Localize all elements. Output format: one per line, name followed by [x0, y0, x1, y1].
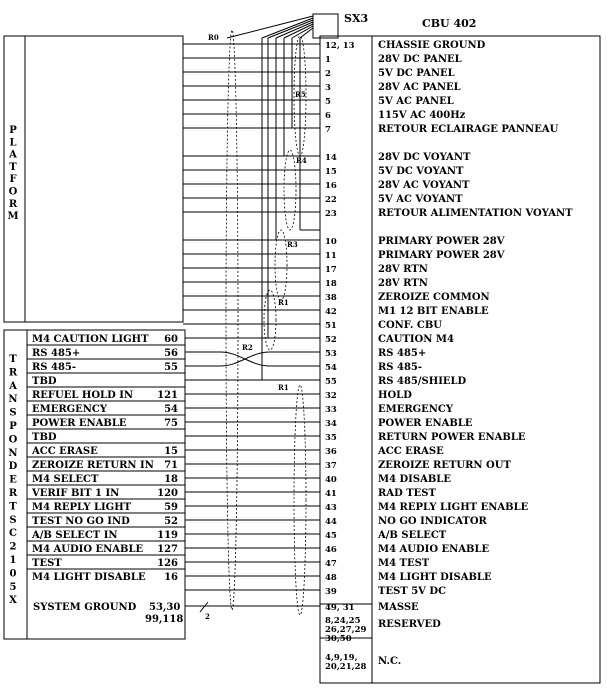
cbu-pin-number: 26,27,29 [325, 625, 367, 635]
cbu-signal-label: M1 12 BIT ENABLE [378, 306, 489, 317]
system-ground-label: SYSTEM GROUND [33, 602, 137, 613]
cbu-pin-number: 6 [325, 111, 331, 121]
transponder-signal-label: VERIF BIT 1 IN [32, 488, 120, 499]
transponder-letter: A [9, 380, 17, 392]
transponder-pin-number: 71 [164, 460, 178, 471]
cbu-signal-label: MASSE [378, 602, 419, 613]
cbu-signal-label: 28V RTN [378, 278, 428, 289]
unit-name: CBU 402 [422, 17, 477, 30]
cbu-pin-number: 55 [325, 377, 337, 387]
transponder-signal-label: TEST NO GO IND [32, 516, 130, 527]
cbu-signal-label: 28V RTN [378, 264, 428, 275]
system-ground-pins-2: 99,118 [145, 614, 184, 625]
platform-letter: P [9, 125, 17, 136]
cbu-pin-number: 8,24,25 [325, 616, 361, 626]
system-ground-pins-1: 53,30 [149, 602, 181, 613]
transponder-signal-label: RS 485- [32, 362, 77, 373]
cbu-pin-number: 38 [325, 293, 337, 303]
cbu-pin-number: 30,50 [325, 634, 352, 644]
cbu-pin-number: 36 [325, 447, 337, 457]
cbu-signal-label: CHASSIE GROUND [378, 40, 486, 51]
transponder-signal-label: TBD [32, 432, 57, 443]
cbu-pin-number: 33 [325, 405, 337, 415]
transponder-letter: C [9, 528, 17, 540]
transponder-signal-label: TEST [32, 558, 62, 569]
transponder-pin-number: 54 [164, 404, 178, 415]
transponder-pin-number: 55 [164, 362, 178, 373]
wire [185, 352, 320, 366]
cbu-pin-number: 7 [325, 125, 331, 135]
cbu-pin-number: 42 [325, 307, 337, 317]
transponder-letter: N [8, 394, 18, 406]
cbu-signal-label: RAD TEST [378, 488, 436, 499]
transponder-signal-label: M4 REPLY LIGHT [32, 502, 132, 513]
transponder-letter: X [9, 595, 17, 607]
wire-runs [183, 38, 320, 590]
platform-letter: T [9, 161, 17, 173]
transponder-letter: R [8, 488, 18, 499]
cbu-pin-number: 32 [325, 391, 337, 401]
transponder-signal-label: EMERGENCY [32, 404, 108, 415]
cbu-pin-number: 39 [325, 587, 337, 597]
cbu-signal-label: M4 REPLY LIGHT ENABLE [378, 502, 529, 513]
transponder-signal-label: RS 485+ [32, 348, 81, 359]
twisted-pair-ellipse [226, 30, 238, 610]
cbu-signal-label: 115V AC 400Hz [378, 110, 466, 121]
platform-label [7, 125, 18, 222]
cbu-signal-label: N.C. [378, 656, 402, 667]
transponder-pin-number: 127 [157, 544, 178, 555]
cbu-pin-number: 34 [325, 419, 337, 429]
transponder-signal-label: TBD [32, 376, 57, 387]
cbu-signal-label: PRIMARY POWER 28V [378, 250, 505, 261]
cbu-pin-number: 12, 13 [325, 41, 355, 51]
cbu-signal-label: RESERVED [378, 619, 441, 630]
cbu-pin-number: 1 [325, 55, 331, 65]
transponder-signal-label: REFUEL HOLD IN [32, 390, 134, 401]
platform-letter: R [8, 198, 18, 210]
cbu-signal-label: ZEROIZE RETURN OUT [378, 460, 511, 471]
twisted-pair-label: 2 [205, 612, 210, 621]
twisted-pair-ellipse [294, 385, 306, 615]
transponder-pin-number: 119 [157, 530, 178, 541]
transponder-letter: S [9, 514, 17, 526]
cbu-signal-label: PRIMARY POWER 28V [378, 236, 505, 247]
transponder-signal-label: A/B SELECT IN [32, 530, 118, 541]
transponder-label [8, 354, 18, 606]
platform-letter: M [7, 211, 19, 223]
cbu-pin-number: 35 [325, 433, 337, 443]
twisted-pair-label: R1 [278, 383, 289, 392]
cbu-pin-number: 52 [325, 335, 337, 345]
cbu-pin-number: 48 [325, 573, 337, 583]
transponder-pin-number: 126 [157, 558, 178, 569]
cbu-signal-label: EMERGENCY [378, 404, 454, 415]
connector-fan [227, 14, 338, 38]
cbu-signal-label: A/B SELECT [378, 530, 447, 541]
cbu-signal-label: RS 485+ [378, 348, 427, 359]
platform-box [4, 36, 183, 322]
transponder-signal-label: M4 SELECT [32, 474, 99, 485]
cbu-signal-label: M4 LIGHT DISABLE [378, 572, 492, 583]
cbu-signal-label: CONF. CBU [378, 320, 442, 331]
cbu-pin-number: 20,21,28 [325, 662, 367, 672]
transponder-pin-number: 120 [157, 488, 178, 499]
cbu-signal-label: HOLD [378, 390, 412, 401]
twisted-pair-ellipse [264, 290, 276, 350]
transponder-letter: 5 [9, 581, 17, 593]
transponder-letter: T [9, 354, 17, 365]
transponder-pin-number: 75 [164, 418, 178, 429]
transponder-signal-label: ZEROIZE RETURN IN [32, 460, 154, 471]
transponder-letter: 0 [9, 568, 17, 580]
transponder-letter: S [9, 407, 17, 419]
cbu-pin-number: 53 [325, 349, 337, 359]
transponder-pin-number: 15 [164, 446, 178, 457]
transponder-pin-number: 59 [164, 502, 178, 513]
platform-letter: F [9, 174, 17, 186]
cbu-signal-label: ACC ERASE [378, 446, 444, 457]
cbu-signal-label: 28V DC PANEL [378, 54, 462, 65]
transponder-pin-list [27, 334, 185, 583]
transponder-letter: N [8, 447, 18, 459]
twisted-pair-label: R5 [295, 90, 306, 99]
twisted-pair-ellipse [284, 150, 296, 230]
platform-letter: L [9, 137, 17, 149]
transponder-pin-number: 52 [164, 516, 178, 527]
cbu-signal-label: CAUTION M4 [378, 334, 454, 345]
twisted-pair-label: R2 [242, 343, 253, 352]
cbu-signal-label: 28V AC PANEL [378, 82, 461, 93]
cbu-pin-number: 41 [325, 489, 337, 499]
transponder-letter: P [9, 421, 17, 432]
platform-letter: A [9, 149, 17, 161]
cbu-signal-label: 28V DC VOYANT [378, 152, 471, 163]
transponder-pin-number: 16 [164, 572, 178, 583]
transponder-signal-label: M4 CAUTION LIGHT [32, 334, 149, 345]
twisted-pair-label: R3 [287, 240, 298, 249]
cbu-signal-label: POWER ENABLE [378, 418, 473, 429]
cbu-pin-number: 10 [325, 237, 337, 247]
cbu-pin-number: 4,9,19, [325, 653, 358, 663]
cbu-pin-number: 22 [325, 195, 337, 205]
cbu-pin-number: 44 [325, 517, 337, 527]
cbu-signal-label: RS 485- [378, 362, 423, 373]
transponder-signal-label: M4 AUDIO ENABLE [32, 544, 144, 555]
cbu-pin-number: 43 [325, 503, 337, 513]
transponder-signal-label: POWER ENABLE [32, 418, 127, 429]
cbu-pin-number: 3 [325, 83, 331, 93]
cbu-signal-label: 5V AC PANEL [378, 96, 454, 107]
cbu-pin-number: 45 [325, 531, 337, 541]
cbu-pin-number: 40 [325, 475, 337, 485]
cbu-pin-number: 18 [325, 279, 337, 289]
transponder-signal-label: ACC ERASE [32, 446, 98, 457]
transponder-letter: 2 [9, 541, 17, 553]
cbu-pin-list [325, 40, 573, 672]
cbu-signal-label: RETOUR ECLAIRAGE PANNEAU [378, 124, 559, 135]
cbu-pin-number: 11 [325, 251, 337, 261]
connector-name: SX3 [344, 12, 369, 25]
transponder-letter: 1 [9, 555, 17, 566]
cbu-signal-label: RETURN POWER ENABLE [378, 432, 526, 443]
cbu-signal-label: M4 TEST [378, 558, 430, 569]
cbu-signal-label: 5V DC VOYANT [378, 166, 464, 177]
transponder-pin-number: 60 [164, 334, 178, 345]
transponder-letter: O [8, 434, 18, 446]
twisted-pair-label: R1 [278, 298, 289, 307]
cbu-pin-number: 2 [325, 69, 331, 79]
cbu-signal-label: TEST 5V DC [378, 586, 447, 597]
cbu-pin-number: 54 [325, 363, 337, 373]
cbu-signal-label: 28V AC VOYANT [378, 180, 470, 191]
cbu-pin-number: 15 [325, 167, 337, 177]
cbu-signal-label: RS 485/SHIELD [378, 376, 467, 387]
transponder-letter: D [8, 461, 18, 473]
cbu-signal-label: NO GO INDICATOR [378, 516, 487, 527]
cbu-pin-number: 17 [325, 265, 337, 275]
transponder-letter: T [9, 501, 17, 513]
cbu-pin-number: 47 [325, 559, 337, 569]
transponder-pin-number: 56 [164, 348, 178, 359]
cbu-pin-number: 37 [325, 461, 337, 471]
cbu-signal-label: RETOUR ALIMENTATION VOYANT [378, 208, 573, 219]
transponder-pin-number: 18 [164, 474, 178, 485]
transponder-letter: E [9, 474, 17, 486]
cbu-pin-number: 46 [325, 545, 337, 555]
cbu-signal-label: M4 DISABLE [378, 474, 451, 485]
platform-letter: O [8, 186, 18, 198]
transponder-pin-number: 121 [157, 390, 178, 401]
twisted-pair-label: R4 [296, 156, 307, 165]
transponder-letter: R [8, 367, 18, 379]
transponder-signal-label: M4 LIGHT DISABLE [32, 572, 146, 583]
cbu-pin-number: 51 [325, 321, 337, 331]
cbu-pin-number: 49, 31 [325, 603, 355, 613]
cbu-signal-label: 5V AC VOYANT [378, 194, 463, 205]
cbu-signal-label: 5V DC PANEL [378, 68, 455, 79]
cbu-pin-number: 23 [325, 209, 337, 219]
cbu-signal-label: ZEROIZE COMMON [378, 292, 490, 303]
wire [185, 352, 320, 366]
twisted-pair-label: R0 [208, 33, 219, 42]
cbu-pin-number: 14 [325, 153, 337, 163]
cbu-signal-label: M4 AUDIO ENABLE [378, 544, 490, 555]
cbu-pin-number: 5 [325, 97, 331, 107]
cbu-pin-number: 16 [325, 181, 337, 191]
